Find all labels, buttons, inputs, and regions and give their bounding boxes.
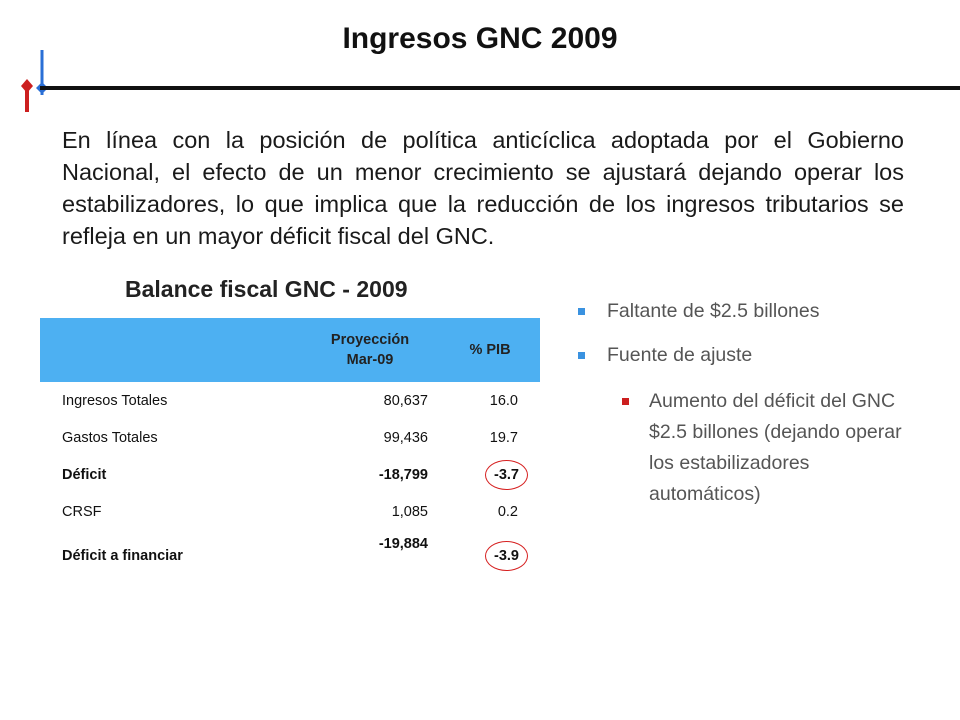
row-value: 1,085 bbox=[391, 503, 428, 520]
row-value: 99,436 bbox=[383, 429, 428, 446]
square-bullet-icon bbox=[622, 398, 629, 405]
square-bullet-icon bbox=[578, 308, 585, 315]
header-projection-line2: Mar-09 bbox=[346, 352, 394, 368]
table-row bbox=[40, 530, 540, 582]
sub-bullet-item bbox=[622, 386, 908, 510]
row-label: Gastos Totales bbox=[62, 429, 158, 446]
row-label: Déficit a financiar bbox=[62, 548, 183, 564]
row-label: CRSF bbox=[62, 503, 102, 520]
row-label: Déficit bbox=[62, 466, 107, 483]
header-divider bbox=[40, 86, 960, 90]
header-projection bbox=[300, 318, 440, 382]
square-bullet-icon bbox=[578, 352, 585, 359]
table-row bbox=[40, 456, 540, 493]
row-value: 80,637 bbox=[383, 392, 428, 409]
row-pib: 19.7 bbox=[489, 429, 518, 446]
table-row bbox=[40, 493, 540, 530]
header-pib: % PIB bbox=[440, 318, 540, 382]
intro-paragraph: En línea con la posición de política anticíclica adoptada por el Gobierno Nacional, el efecto de un menor crecimiento se ajustará dejando operar los estabilizadores, lo que implica que la reducción de los ingresos tributarios se refleja en un mayor déficit fiscal del GNC. bbox=[62, 127, 904, 249]
row-pib-highlighted bbox=[440, 530, 540, 582]
table-row bbox=[40, 382, 540, 419]
row-pib-highlighted bbox=[440, 456, 540, 493]
row-pib: 0.2 bbox=[497, 503, 518, 520]
table-header-row bbox=[40, 318, 540, 382]
highlight-ring: -3.7 bbox=[485, 460, 528, 490]
fiscal-balance-table bbox=[40, 318, 540, 582]
bullet-list bbox=[578, 298, 908, 510]
table-title: Balance fiscal GNC - 2009 bbox=[125, 276, 408, 302]
sub-bullet-text: Aumento del déficit del GNC $2.5 billones (dejando operar los estabilizadores automáticos) bbox=[649, 390, 902, 505]
highlight-ring: -3.9 bbox=[485, 541, 528, 571]
table-row bbox=[40, 419, 540, 456]
page-title: Ingresos GNC 2009 bbox=[342, 22, 618, 55]
bullet-item bbox=[578, 342, 908, 368]
row-pib: 16.0 bbox=[489, 392, 518, 409]
header-label-cell bbox=[40, 318, 300, 382]
bullet-text: Fuente de ajuste bbox=[607, 344, 753, 366]
header-projection-line1: Proyección bbox=[330, 332, 410, 348]
row-value: -19,884 bbox=[378, 536, 428, 552]
bullet-text: Faltante de $2.5 billones bbox=[607, 300, 820, 322]
row-label: Ingresos Totales bbox=[62, 392, 168, 409]
row-value: -18,799 bbox=[378, 466, 428, 483]
brand-logo-icon bbox=[0, 0, 70, 120]
bullet-item bbox=[578, 298, 908, 324]
